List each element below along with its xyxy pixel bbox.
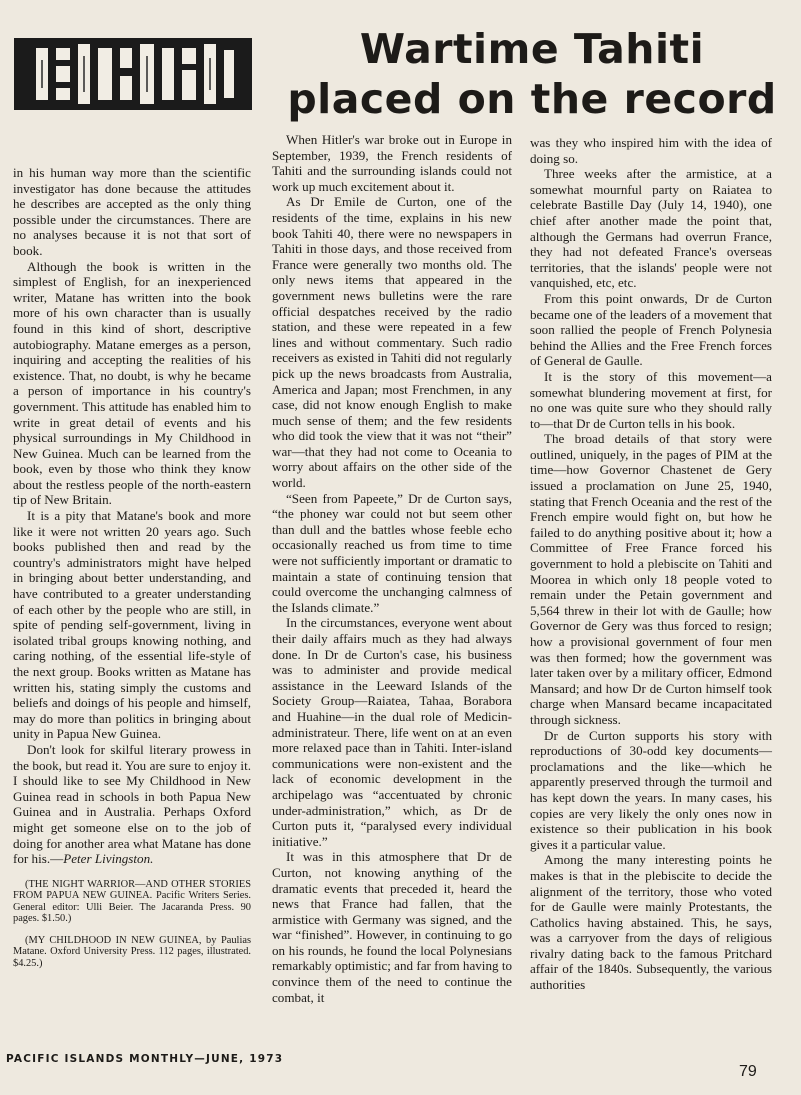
- paragraph: Among the many interesting points he makes is that in the plebiscite to decide the alignment of the territory, those who voted for de Gaulle were mainly Protestants, the Catholics having abstained. This, he says, was a carryover from the days of religious rivalry dating back to the famous Pritchard affair of the 1840s. Subsequently, the various authorities: [530, 852, 772, 993]
- article-headline: Wartime Tahiti placed on the record: [287, 25, 777, 123]
- book-reference: (THE NIGHT WARRIOR—AND OTHER STORIES FROM PAPUA NEW GUINEA. Pacific Writers Series. General editor: Ulli Beier. The Jacaranda Press. 90 pages. $1.50.): [13, 878, 251, 925]
- paragraph: Three weeks after the armistice, at a somewhat mournful party on Raiatea to celebrate Bastille Day (July 14, 1940), one chief after another made the point that, although the Germans had overrun France, they had not defeated France's overseas territories, that the islands' people were not vanquished, etc, etc.: [530, 166, 772, 291]
- paragraph: in his human way more than the scientific investigator has done because the attitudes he describes are accepted as the only thing possible under the circumstances. There are no analyses because it is not that sort of book.: [13, 165, 251, 258]
- paragraph: [13, 742, 251, 867]
- column-1: [13, 165, 251, 979]
- author-signature: Peter Livingston.: [63, 851, 154, 867]
- paragraph: was they who inspired him with the idea of doing so.: [530, 135, 772, 166]
- book-reference: (MY CHILDHOOD IN NEW GUINEA, by Paulias Matane. Oxford University Press. 112 pages, illustrated. $4.25.): [13, 934, 251, 969]
- paragraph: The broad details of that story were outlined, uniquely, in the pages of PIM at the time—how Governor Chastenet de Gery issued a proclamation on June 25, 1940, stating that French Oceania and the rest of the French empire would fight on, but how he failed to do anything positive about it; how a Committee of Free France forced his government to hold a plebiscite on Tahiti and Moorea in which only 18 people voted to remain under the Petain government and 5,564 threw in their lot with de Gaulle; how Governor de Gery was thus forced to resign; how a provisional government of four men was then formed; how the government was later taken over by a military officer, Edmond Mansard; and how Dr de Curton himself took charge when Mansard became incapacitated through sickness.: [530, 431, 772, 727]
- page-number: 79: [739, 1063, 757, 1080]
- paragraph: It is the story of this movement—a somewhat blundering movement at first, for no one was quite sure who they should rally to—that Dr de Curton tells in his book.: [530, 368, 772, 431]
- paragraph: Although the book is written in the simplest of English, for an inexperienced writer, Matane has written into the book more of his own character than is usually found in this kind of short, descriptive autobiography. Matane emerges as a person, inquiring and accepting the realities of his existence. That, no doubt, is why he became a person of importance in his country's government. This attitude has enabled him to write in great detail of events and his physical surroundings in My Childhood in New Guinea. Much can be learned from the book, even by those who think they know about the restless people of the north-eastern tip of New Britain.: [13, 258, 251, 508]
- paragraph: When Hitler's war broke out in Europe in September, 1939, the French residents of Tahiti and the surrounding islands could not work up much excitement about it.: [272, 132, 512, 194]
- paragraph: “Seen from Papeete,” Dr de Curton says, “the phoney war could not but seem other than dull and the battles whose feeble echo occasionally reached us from time to time were not sufficiently important or dramatic to maintain a state of continuing tension that could overcome the unchanging calmness of the Islands climate.”: [272, 490, 512, 615]
- section-logo: [14, 38, 252, 110]
- paragraph: It is a pity that Matane's book and more like it were not written 20 years ago. Such books published then and read by the country's administrators might have helped in bringing about better understanding, and have contributed to a greater understanding of each other by the people who are still, in spite of pending self-government, living in isolated tribal groups knowing nothing, and caring nothing, of the essential life-style of the next group. Books written as Matane has written his, stating simply the customs and beliefs and doings of his people and himself, may do more than politics in bringing about unity in Papua New Guinea.: [13, 508, 251, 742]
- column-2: [272, 132, 512, 1005]
- paragraph: Dr de Curton supports his story with reproductions of 30-odd key documents—proclamations and the like—which he apparently preserved through the turmoil and has kept down the years. In many cases, his copies are very likely the only ones now in existence so their publication in his book gives it a particular value.: [530, 727, 772, 852]
- paragraph: In the circumstances, everyone went about their daily affairs much as they had always done. In Dr de Curton's case, his business was to administer and provide medical assistance in the Leeward Islands of the Society Group—Raiatea, Tahaa, Borabora and Huahine—in the dual role of Medicin-administrateur. There, life went on at an even more relaxed pace than in Tahiti. Inter-island communications were non-existent and the lack of economic development in the archipelago was “accentuated by chronic under-administration,” which, as Dr de Curton puts it, “paralysed every individual initiative.”: [272, 615, 512, 849]
- paragraph: As Dr Emile de Curton, one of the residents of the time, explains in his new book Tahiti 40, there were no newspapers in Tahiti in those days, and those received from France were generally two months old. The only news items that appeared in the government news bulletins were the rare official despatches received by the radio station, and these were repeated in a few lines and without commentary. Such radio receivers as existed in Tahiti did not regularly pick up the news broadcasts from Australia, America and Japan; most Frenchmen, in any case, did not know enough English to make much sense of them; and the few residents who did took the view that it was not “their” war—that they had not come to Oceania to worry about affairs on the other side of the world.: [272, 194, 512, 491]
- paragraph-text: Don't look for skilful literary prowess in the book, but read it. You are sure to enjoy it. I should like to see My Childhood in New Guinea read in schools in both Papua New Guinea and in Australia. Perhaps Oxford might get someone else on to the job of doing for another area what Matane has done for his.—: [13, 741, 251, 867]
- column-3: [530, 135, 772, 993]
- paragraph: From this point onwards, Dr de Curton became one of the leaders of a movement that soon rallied the people of French Polynesia behind the Allies and the Free French forces of General de Gaulle.: [530, 290, 772, 369]
- paragraph: It was in this atmosphere that Dr de Curton, not knowing anything of the dramatic events that preceded it, heard the news that France had fallen, that the armistice with Germany was signed, and the war “finished”. However, in continuing to go on his rounds, he found the local Polynesians remarkably optimistic; and far from having to convince them of the need to continue the combat, it: [272, 849, 512, 1005]
- book-references: [13, 879, 251, 970]
- page-footer: PACIFIC ISLANDS MONTHLY—JUNE, 1973: [6, 1053, 284, 1065]
